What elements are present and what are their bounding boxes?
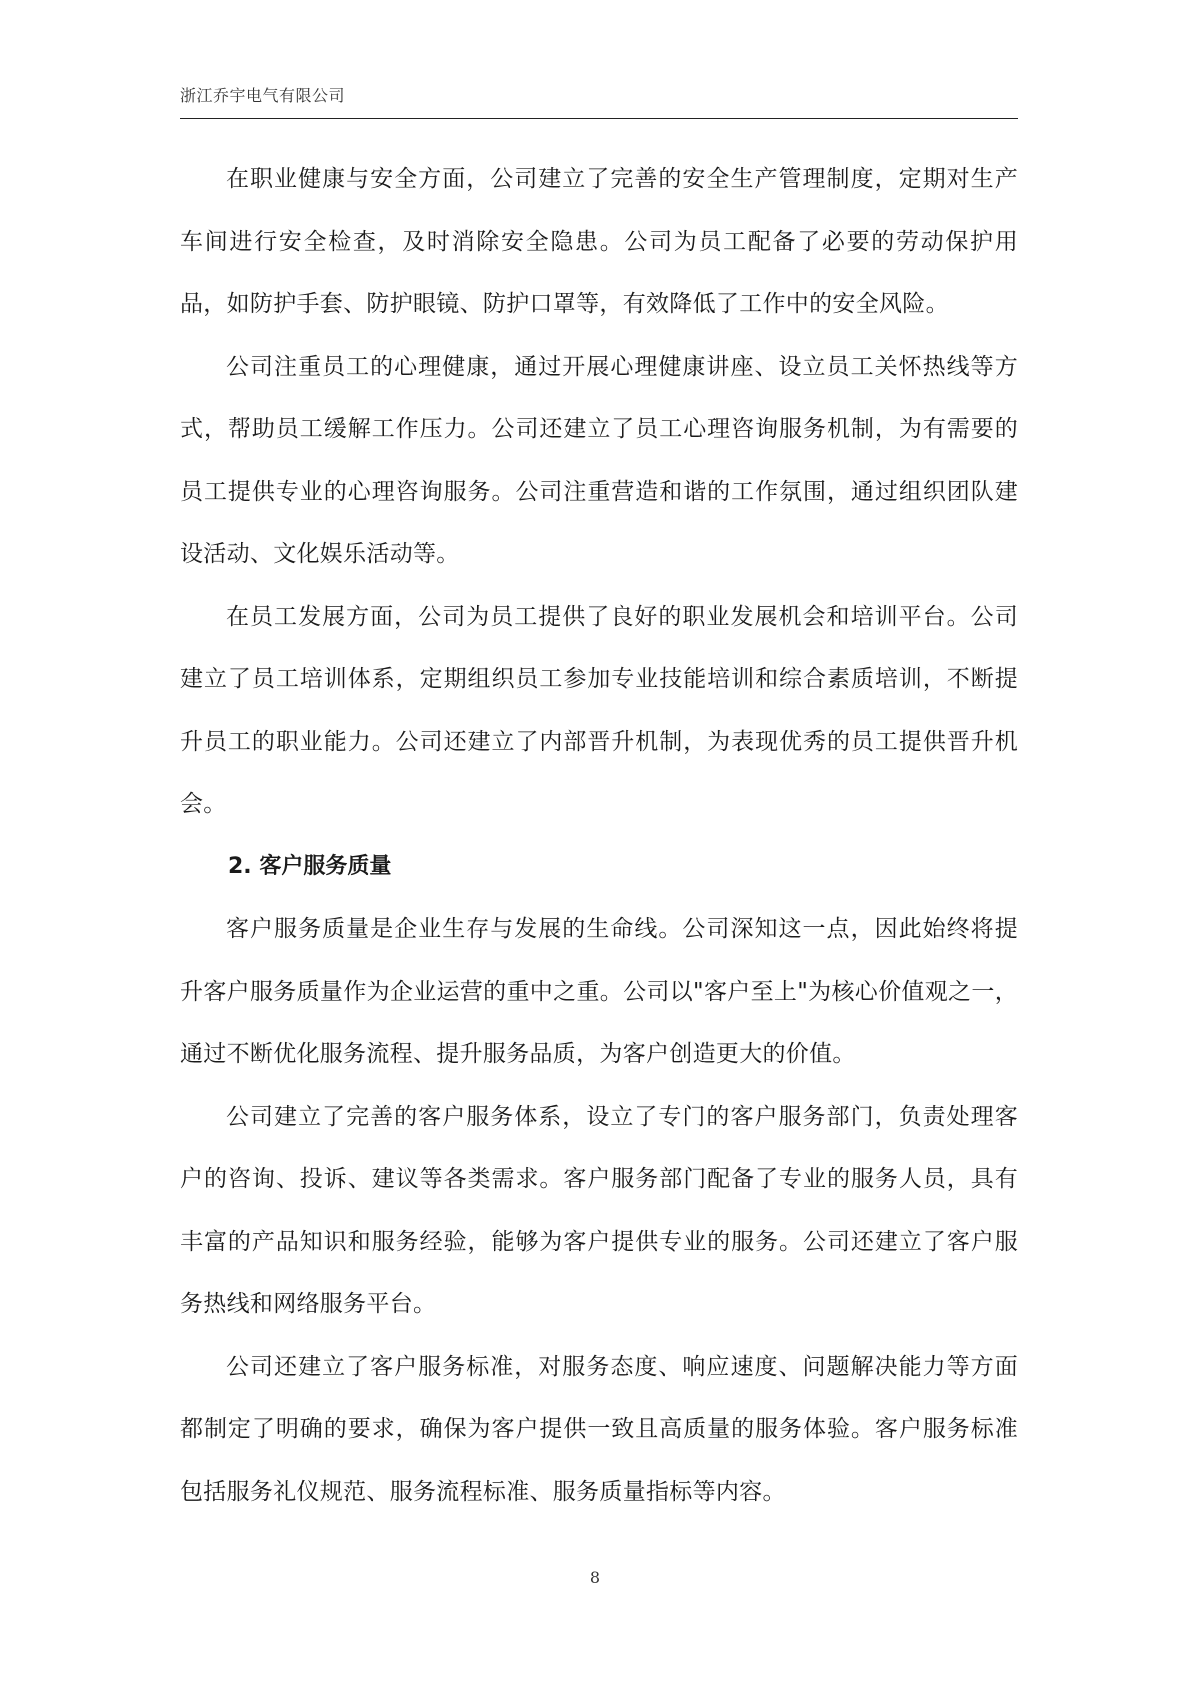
paragraph-service-quality: 客户服务质量是企业生存与发展的生命线。公司深知这一点，因此始终将提升客户服务质量作为企业运营的重中之重。公司以"客户至上"为核心价值观之一，通过不断优化服务流程、提升服务品质，为客户创造更大的价值。 <box>180 916 1018 1067</box>
header-company-name: 浙江乔宇电气有限公司 <box>180 86 346 105</box>
paragraph-mental-health: 公司注重员工的心理健康，通过开展心理健康讲座、设立员工关怀热线等方式，帮助员工缓解工作压力。公司还建立了员工心理咨询服务机制，为有需要的员工提供专业的心理咨询服务。公司注重营造和谐的工作氛围，通过组织团队建设活动、文化娱乐活动等。 <box>180 353 1018 567</box>
page-number: 8 <box>589 1568 601 1587</box>
page-header <box>180 86 1018 119</box>
paragraph-employee-development: 在员工发展方面，公司为员工提供了良好的职业发展机会和培训平台。公司建立了员工培训体系，定期组织员工参加专业技能培训和综合素质培训，不断提升员工的职业能力。公司还建立了内部晋升机制，为表现优秀的员工提供晋升机会。 <box>180 603 1018 817</box>
paragraph-occupational-health: 在职业健康与安全方面，公司建立了完善的安全生产管理制度，定期对生产车间进行安全检查，及时消除安全隐患。公司为员工配备了必要的劳动保护用品，如防护手套、防护眼镜、防护口罩等，有效降低了工作中的安全风险。 <box>180 166 1018 317</box>
page-footer <box>0 1568 1190 1587</box>
paragraph-service-system: 公司建立了完善的客户服务体系，设立了专门的客户服务部门，负责处理客户的咨询、投诉、建议等各类需求。客户服务部门配备了专业的服务人员，具有丰富的产品知识和服务经验，能够为客户提供专业的服务。公司还建立了客户服务热线和网络服务平台。 <box>180 1103 1018 1317</box>
paragraph-service-standards: 公司还建立了客户服务标准，对服务态度、响应速度、问题解决能力等方面都制定了明确的要求，确保为客户提供一致且高质量的服务体验。客户服务标准包括服务礼仪规范、服务流程标准、服务质量指标等内容。 <box>180 1353 1018 1505</box>
section-heading-customer-service: 2. 客户服务质量 <box>228 853 392 879</box>
document-body <box>180 148 1018 1523</box>
